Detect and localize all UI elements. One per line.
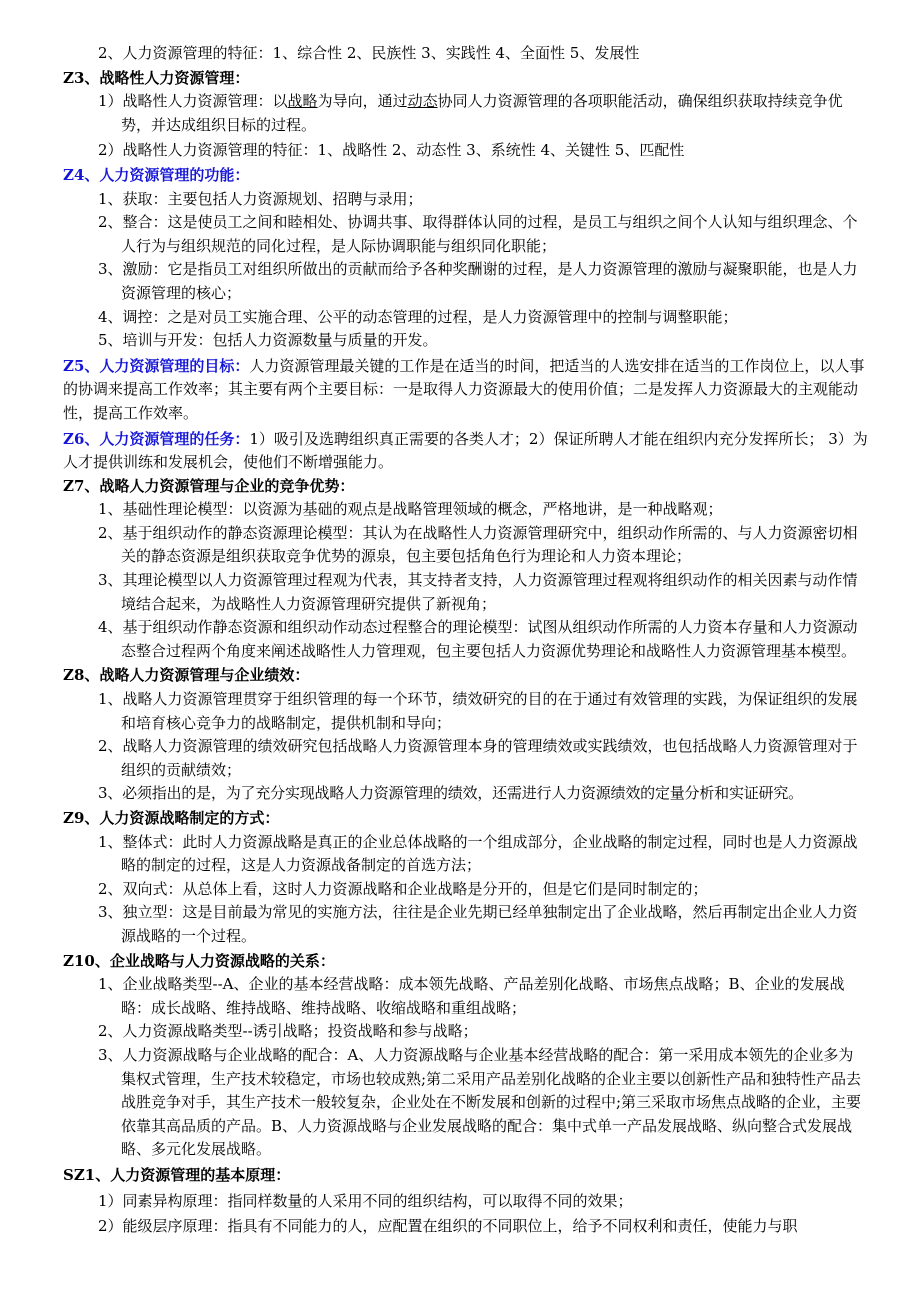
z10-item-2 — [63, 1020, 868, 1044]
z9-item-3 — [63, 901, 868, 948]
z10-item-1 — [63, 973, 868, 1020]
text-line: 2、人力资源战略类型--诱引战略；投资战略和参与战略； — [98, 1022, 478, 1041]
text-line: 1、企业战略类型--A、企业的基本经营战略：成本领先战略、产品差别化战略、市场焦点战略；B、企业的发展战略：成长战略、维持战略、维持战略、收缩战略和重组战略； — [98, 975, 845, 1017]
section-heading-z9 — [63, 807, 868, 831]
section-heading-z10 — [63, 950, 868, 974]
sz1-item-1 — [63, 1190, 868, 1214]
text-line: 1、基础性理论模型：以资源为基础的观点是战略管理领域的概念，严格地讲，是一种战略观； — [98, 500, 723, 519]
text-line: 2）能级层序原理：指具有不同能力的人，应配置在组织的不同职位上，给予不同权利和责任，使能力与职 — [98, 1217, 798, 1236]
heading-text: Z3、战略性人力资源管理： — [63, 68, 250, 87]
text-part: 1）战略性人力资源管理：以 — [98, 92, 288, 111]
sz1-item-2 — [63, 1215, 868, 1239]
text-part: 协同人力资源管理的各项职能活动，确保组织获取持续竞争优势，并达成组织目标的过程。 — [121, 92, 843, 134]
heading-text: Z10、企业战略与人力资源战略的关系： — [63, 951, 335, 970]
heading-text: Z8、战略人力资源管理与企业绩效： — [63, 666, 310, 685]
text-line: 1、整体式：此时人力资源战略是真正的企业总体战略的一个组成部分，企业战略的制定过程，同时也是人力资源战略的制定的过程，这是人力资源战备制定的首选方法； — [98, 832, 858, 875]
text-line: 1、获取：主要包括人力资源规划、招聘与录用； — [98, 189, 423, 208]
section-z6 — [63, 428, 868, 475]
z7-item-1 — [63, 498, 868, 522]
heading-text: Z6、人力资源管理的任务： — [63, 429, 250, 448]
section-heading-z4 — [63, 164, 868, 188]
z9-item-2 — [63, 878, 868, 902]
z7-item-2 — [63, 522, 868, 569]
text-line: 2、人力资源管理的特征：1、综合性 2、民族性 3、实践性 4、全面性 5、发展性 — [98, 44, 640, 62]
text-line: 1）同素异构原理：指同样数量的人采用不同的组织结构，可以取得不同的效果； — [98, 1191, 633, 1210]
feature-line — [63, 42, 868, 66]
z10-item-3 — [63, 1044, 868, 1162]
section-heading-z8 — [63, 664, 868, 688]
text-line: 2、战略人力资源管理的绩效研究包括战略人力资源管理本身的管理绩效或实践绩效，也包括战略人力资源管理对于组织的贡献绩效； — [98, 737, 858, 779]
z4-item-2 — [63, 211, 868, 258]
z8-item-1 — [63, 688, 868, 735]
section-heading-sz1 — [63, 1164, 868, 1188]
z3-item-1 — [63, 90, 868, 137]
text-line: 3、激励：它是指员工对组织所做出的贡献而给予各种奖酬谢的过程，是人力资源管理的激励与凝聚职能，也是人力资源管理的核心； — [98, 260, 858, 302]
text-line: 2）战略性人力资源管理的特征：1、战略性 2、动态性 3、系统性 4、关键性 5、匹配性 — [98, 141, 685, 160]
paragraph-text: 人力资源管理最关键的工作是在适当的时间，把适当的人选安排在适当的工作岗位上，以人事的协调来提高工作效率；其主要有两个主要目标：一是取得人力资源最大的使用价值；二是发挥人力资源最大的主观能动性，提高工作效率。 — [63, 356, 865, 422]
z4-item-1 — [63, 188, 868, 212]
text-line: 3、独立型：这是目前最为常见的实施方法，往往是企业先期已经单独制定出了企业战略，然后再制定出企业人力资源战略的一个过程。 — [98, 903, 858, 945]
z7-item-3 — [63, 569, 868, 616]
heading-text: Z9、人力资源战略制定的方式： — [63, 809, 280, 827]
z8-item-2 — [63, 735, 868, 782]
text-line: 1、战略人力资源管理贯穿于组织管理的每一个环节，绩效研究的目的在于通过有效管理的实践，为保证组织的发展和培育核心竞争力的战略制定，提供机制和导向； — [98, 690, 858, 732]
text-line: 2、整合：这是使员工之间和睦相处、协调共事、取得群体认同的过程，是员工与组织之间个人认知与组织理念、个人行为与组织规范的同化过程，是人际协调职能与组织同化职能； — [98, 213, 858, 255]
z4-item-5 — [63, 329, 868, 353]
text-line: 4、基于组织动作静态资源和组织动作动态过程整合的理论模型：试图从组织动作所需的人力资本存量和人力资源动态整合过程两个角度来阐述战略性人力管理观，包主要包括人力资源优势理论和战略性人力资源管理基本模型。 — [98, 618, 858, 660]
heading-text: Z7、战略人力资源管理与企业的竞争优势： — [63, 476, 355, 495]
section-heading-z3 — [63, 67, 868, 91]
heading-text: SZ1、人力资源管理的基本原理： — [63, 1165, 291, 1184]
underlined-text: 战略 — [287, 92, 318, 111]
section-heading-z7 — [63, 475, 868, 499]
text-line: 3、人力资源战略与企业战略的配合：A、人力资源战略与企业基本经营战略的配合：第一采用成本领先的企业多为集权式管理，生产技术较稳定，市场也较成熟;第二采用产品差别化战略的企业主要以创新性产品和独特性产品去战胜竞争对手，其生产技术一般较复杂，企业处在不断发展和创新的过程中;第三采取市场焦点战略的企业，主要依靠其高品质的产品。B、人力资源战略与企业发展战略的配合：集中式单一产品发展战略、纵向整合式发展战略、多元化发展战略。 — [98, 1045, 862, 1159]
z8-item-3 — [63, 782, 868, 806]
text-line: 2、双向式：从总体上看，这时人力资源战略和企业战略是分开的，但是它们是同时制定的； — [98, 879, 708, 898]
heading-text: Z4、人力资源管理的功能： — [63, 165, 250, 184]
z7-item-4 — [63, 616, 868, 663]
z9-item-1 — [63, 831, 868, 878]
text-line: 3、必须指出的是，为了充分实现战略人力资源管理的绩效，还需进行人力资源绩效的定量分析和实证研究。 — [98, 784, 803, 803]
heading-text: Z5、人力资源管理的目标： — [63, 356, 250, 375]
underlined-text: 动态 — [407, 92, 438, 111]
text-line: 3、其理论模型以人力资源管理过程观为代表，其支持者支持，人力资源管理过程观将组织动作的相关因素与动作情境结合起来，为战略性人力资源管理研究提供了新视角； — [98, 571, 858, 613]
text-part: 为导向，通过 — [317, 92, 408, 111]
text-line: 5、培训与开发：包括人力资源数量与质量的开发。 — [98, 331, 438, 350]
z4-item-4 — [63, 306, 868, 330]
section-z5 — [63, 355, 868, 426]
z3-item-2 — [63, 139, 868, 163]
text-line: 4、调控：之是对员工实施合理、公平的动态管理的过程，是人力资源管理中的控制与调整职能； — [98, 307, 738, 326]
text-line: 2、基于组织动作的静态资源理论模型：其认为在战略性人力资源管理研究中，组织动作所需的、与人力资源密切相关的静态资源是组织获取竞争优势的源泉，包主要包括角色行为理论和人力资本理论； — [98, 523, 858, 566]
z4-item-3 — [63, 258, 868, 305]
paragraph-text: 1）吸引及选聘组织真正需要的各类人才；2）保证所聘人才能在组织内充分发挥所长； 3）为人才提供训练和发展机会，使他们不断增强能力。 — [63, 429, 868, 472]
